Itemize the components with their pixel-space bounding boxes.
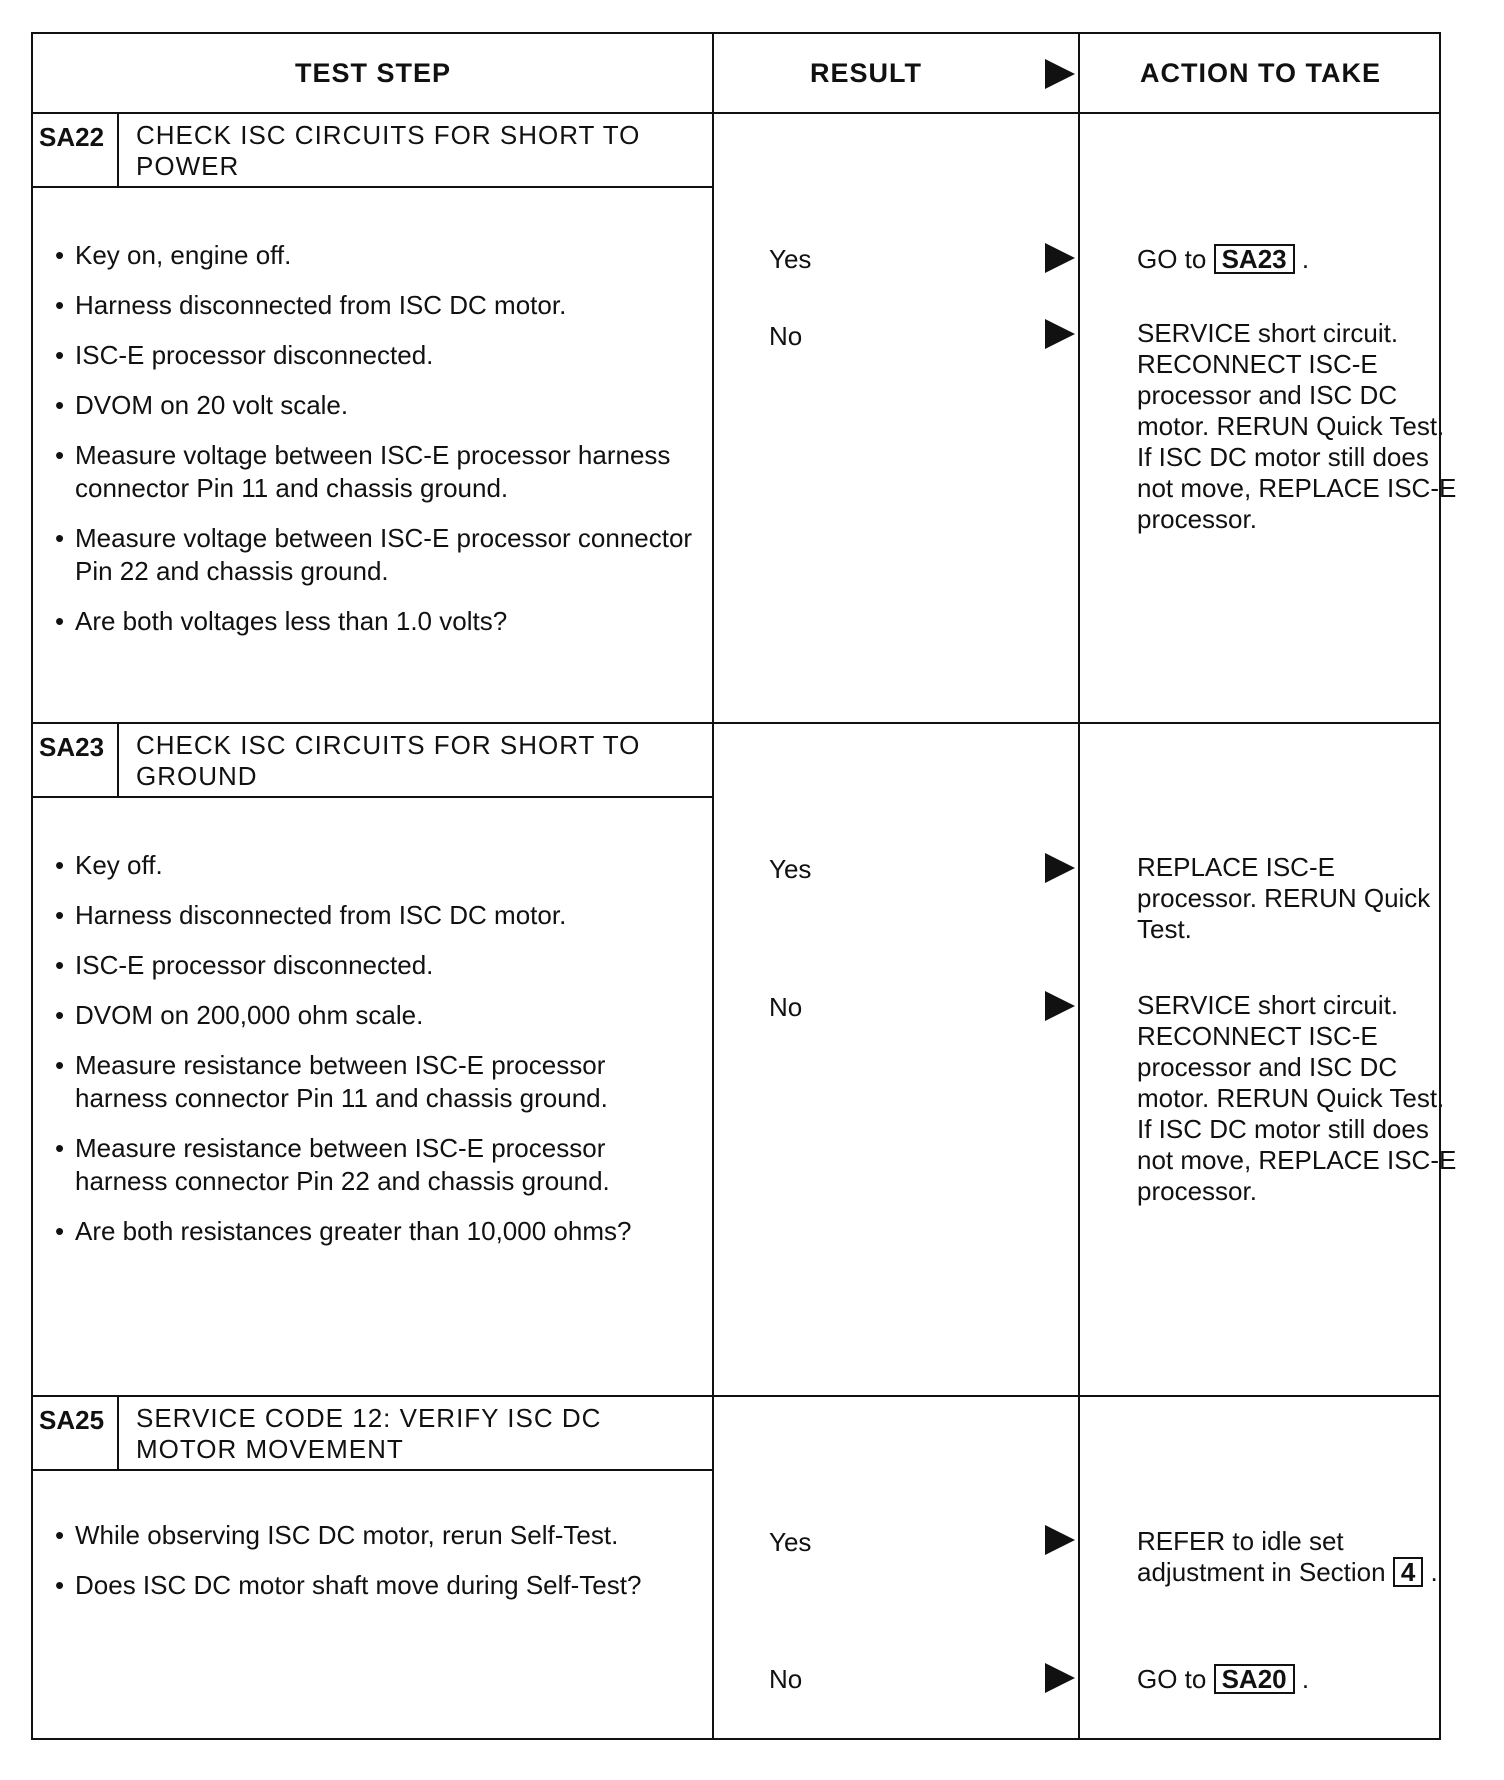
bullet-item: • Are both resistances greater than 10,000 ohms?	[55, 1215, 695, 1248]
arrow-icon	[1045, 853, 1075, 883]
step-bullets	[55, 849, 695, 1265]
arrow-icon	[1045, 243, 1075, 273]
result-no: No	[769, 321, 803, 351]
action-suffix: .	[1301, 244, 1310, 274]
header-action: ACTION TO TAKE	[1140, 57, 1381, 88]
step-bullets	[55, 1519, 695, 1619]
bullet-item: • Harness disconnected from ISC DC motor.	[55, 899, 695, 932]
step-code: SA23	[33, 724, 119, 796]
action-text	[1137, 1664, 1457, 1695]
bullet-item: • While observing ISC DC motor, rerun Self-Test.	[55, 1519, 695, 1552]
result-yes: Yes	[769, 854, 812, 884]
step-sa25	[33, 1397, 713, 1740]
action-suffix: .	[1430, 1557, 1438, 1587]
bullet-item: • ISC-E processor disconnected.	[55, 339, 695, 372]
header-result: RESULT	[810, 57, 922, 88]
step-title: CHECK ISC CIRCUITS FOR SHORT TO POWER	[136, 120, 641, 181]
header-test-step: TEST STEP	[294, 57, 452, 88]
bullet-item: • Harness disconnected from ISC DC motor.	[55, 289, 695, 322]
result-yes: Yes	[769, 244, 812, 274]
bullet-item: • Measure voltage between ISC-E processor connector Pin 22 and chassis ground.	[55, 522, 695, 588]
arrow-icon	[1045, 319, 1075, 349]
step-title-divider	[33, 186, 713, 188]
diagnostic-table	[31, 32, 1457, 1740]
step-sa23	[33, 724, 713, 1395]
step-code: SA22	[33, 114, 119, 186]
result-yes: Yes	[769, 1527, 812, 1557]
step-code: SA25	[33, 1397, 119, 1469]
bullet-item: • ISC-E processor disconnected.	[55, 949, 695, 982]
step-sa22	[33, 114, 713, 722]
step-title-divider	[33, 796, 713, 798]
bullet-item: • Measure voltage between ISC-E processor harness connector Pin 11 and chassis ground.	[55, 439, 695, 505]
bullet-item: • Measure resistance between ISC-E processor harness connector Pin 22 and chassis ground.	[55, 1132, 695, 1198]
action-text	[1137, 244, 1457, 275]
action-suffix: .	[1301, 1664, 1310, 1694]
action-prefix: GO to	[1137, 1664, 1207, 1694]
result-no: No	[769, 1664, 803, 1694]
result-no: No	[769, 992, 803, 1022]
bullet-item: • DVOM on 20 volt scale.	[55, 389, 695, 422]
action-prefix: GO to	[1137, 244, 1207, 274]
arrow-icon	[1045, 1525, 1075, 1555]
step-bullets	[55, 239, 695, 655]
section-reference: 4	[1393, 1557, 1423, 1587]
bullet-item: • Key on, engine off.	[55, 239, 695, 272]
action-text	[1137, 1526, 1457, 1588]
bullet-item: • Measure resistance between ISC-E processor harness connector Pin 11 and chassis ground.	[55, 1049, 695, 1115]
bullet-item: • Does ISC DC motor shaft move during Self-Test?	[55, 1569, 695, 1602]
arrow-icon	[1045, 1663, 1075, 1693]
step-reference: SA20	[1214, 1664, 1295, 1694]
action-prefix: REFER to idle set adjustment in Section	[1137, 1526, 1386, 1587]
action-text: SERVICE short circuit. RECONNECT ISC-E processor and ISC DC motor. RERUN Quick Test. If ISC DC motor still does not move, REPLACE ISC-E processor.	[1137, 318, 1457, 534]
step-reference: SA23	[1214, 244, 1295, 274]
step-title: CHECK ISC CIRCUITS FOR SHORT TO GROUND	[136, 730, 641, 791]
step-title-divider	[33, 1469, 713, 1471]
action-text: SERVICE short circuit. RECONNECT ISC-E processor and ISC DC motor. RERUN Quick Test. If ISC DC motor still does not move, REPLACE ISC-E processor.	[1137, 990, 1457, 1206]
header-arrow-icon	[1045, 59, 1075, 89]
bullet-item: • Are both voltages less than 1.0 volts?	[55, 605, 695, 638]
bullet-item: • DVOM on 200,000 ohm scale.	[55, 999, 695, 1032]
bullet-item: • Key off.	[55, 849, 695, 882]
step-title: SERVICE CODE 12: VERIFY ISC DC MOTOR MOVEMENT	[136, 1403, 602, 1464]
column-divider	[1078, 34, 1080, 1738]
action-text: REPLACE ISC-E processor. RERUN Quick Test.	[1137, 852, 1431, 944]
arrow-icon	[1045, 991, 1075, 1021]
